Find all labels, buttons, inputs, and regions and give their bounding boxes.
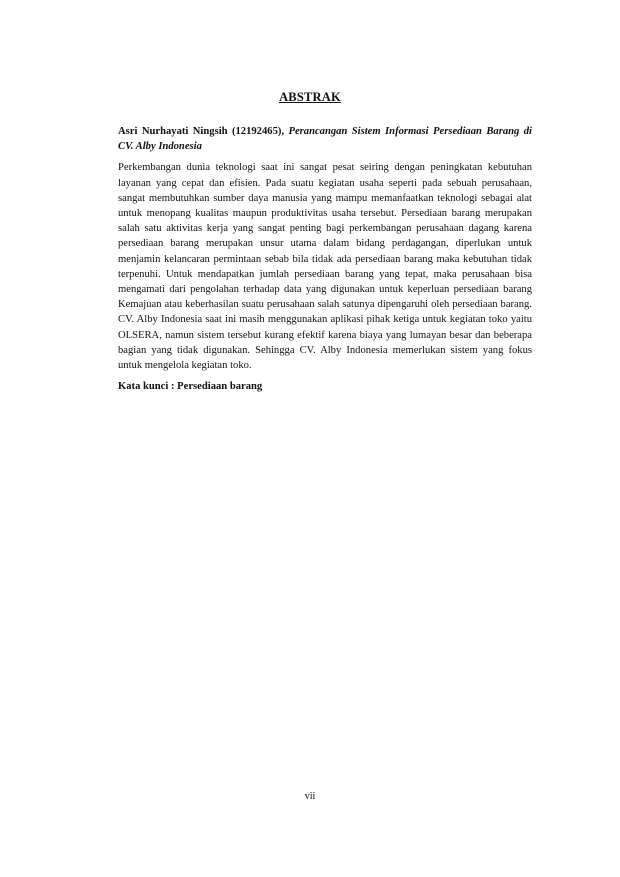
keywords: Kata kunci : Persediaan barang <box>118 381 263 393</box>
author-name: Asri Nurhayati Ningsih (12192465), <box>118 126 285 137</box>
page-title: ABSTRAK <box>279 90 341 104</box>
abstract-content <box>118 124 532 394</box>
author-block <box>118 124 532 154</box>
page-number: vii <box>304 791 316 802</box>
abstract-body: Perkembangan dunia teknologi saat ini sangat pesat seiring dengan peningkatan kebutuhan layanan yang cepat dan efisien. Pada suatu kegiatan usaha seperti pada sebuah perusahaan, sangat membutuhkan sumber daya manusia yang mampu memanfaatkan teknologi sebagai alat untuk menopang kualitas maupun produktivitas usaha tersebut. Persediaan barang merupakan salah satu aktivitas kerja yang sangat penting bagi perkembangan perusahaan dagang karena persediaan barang merupakan unsur utama dalam bidang perdagangan, diperlukan untuk menjamin kelancaran permintaan sebab bila tidak ada persediaan barang maka kebutuhan tidak terpenuhi. Untuk mendapatkan jumlah persediaan barang yang tepat, maka perusahaan bisa mengamati dari pengolahan terhadap data yang digunakan untuk keperluan persediaan barang Kemajuan atau keberhasilan suatu perusahaan salah satunya dipengaruhi oleh persediaan barang. CV. Alby Indonesia saat ini masih menggunakan aplikasi pihak ketiga untuk kegiatan toko yaitu OLSERA, namun sistem tersebut kurang efektif karena biaya yang lumayan besar dan beberapa bagian yang tidak digunakan. Sehingga CV. Alby Indonesia memerlukan sistem yang fokus untuk mengelola kegiatan toko. <box>118 162 532 372</box>
thesis-title: Perancangan Sistem Informasi Persediaan Barang di CV. Alby Indonesia <box>118 126 532 153</box>
